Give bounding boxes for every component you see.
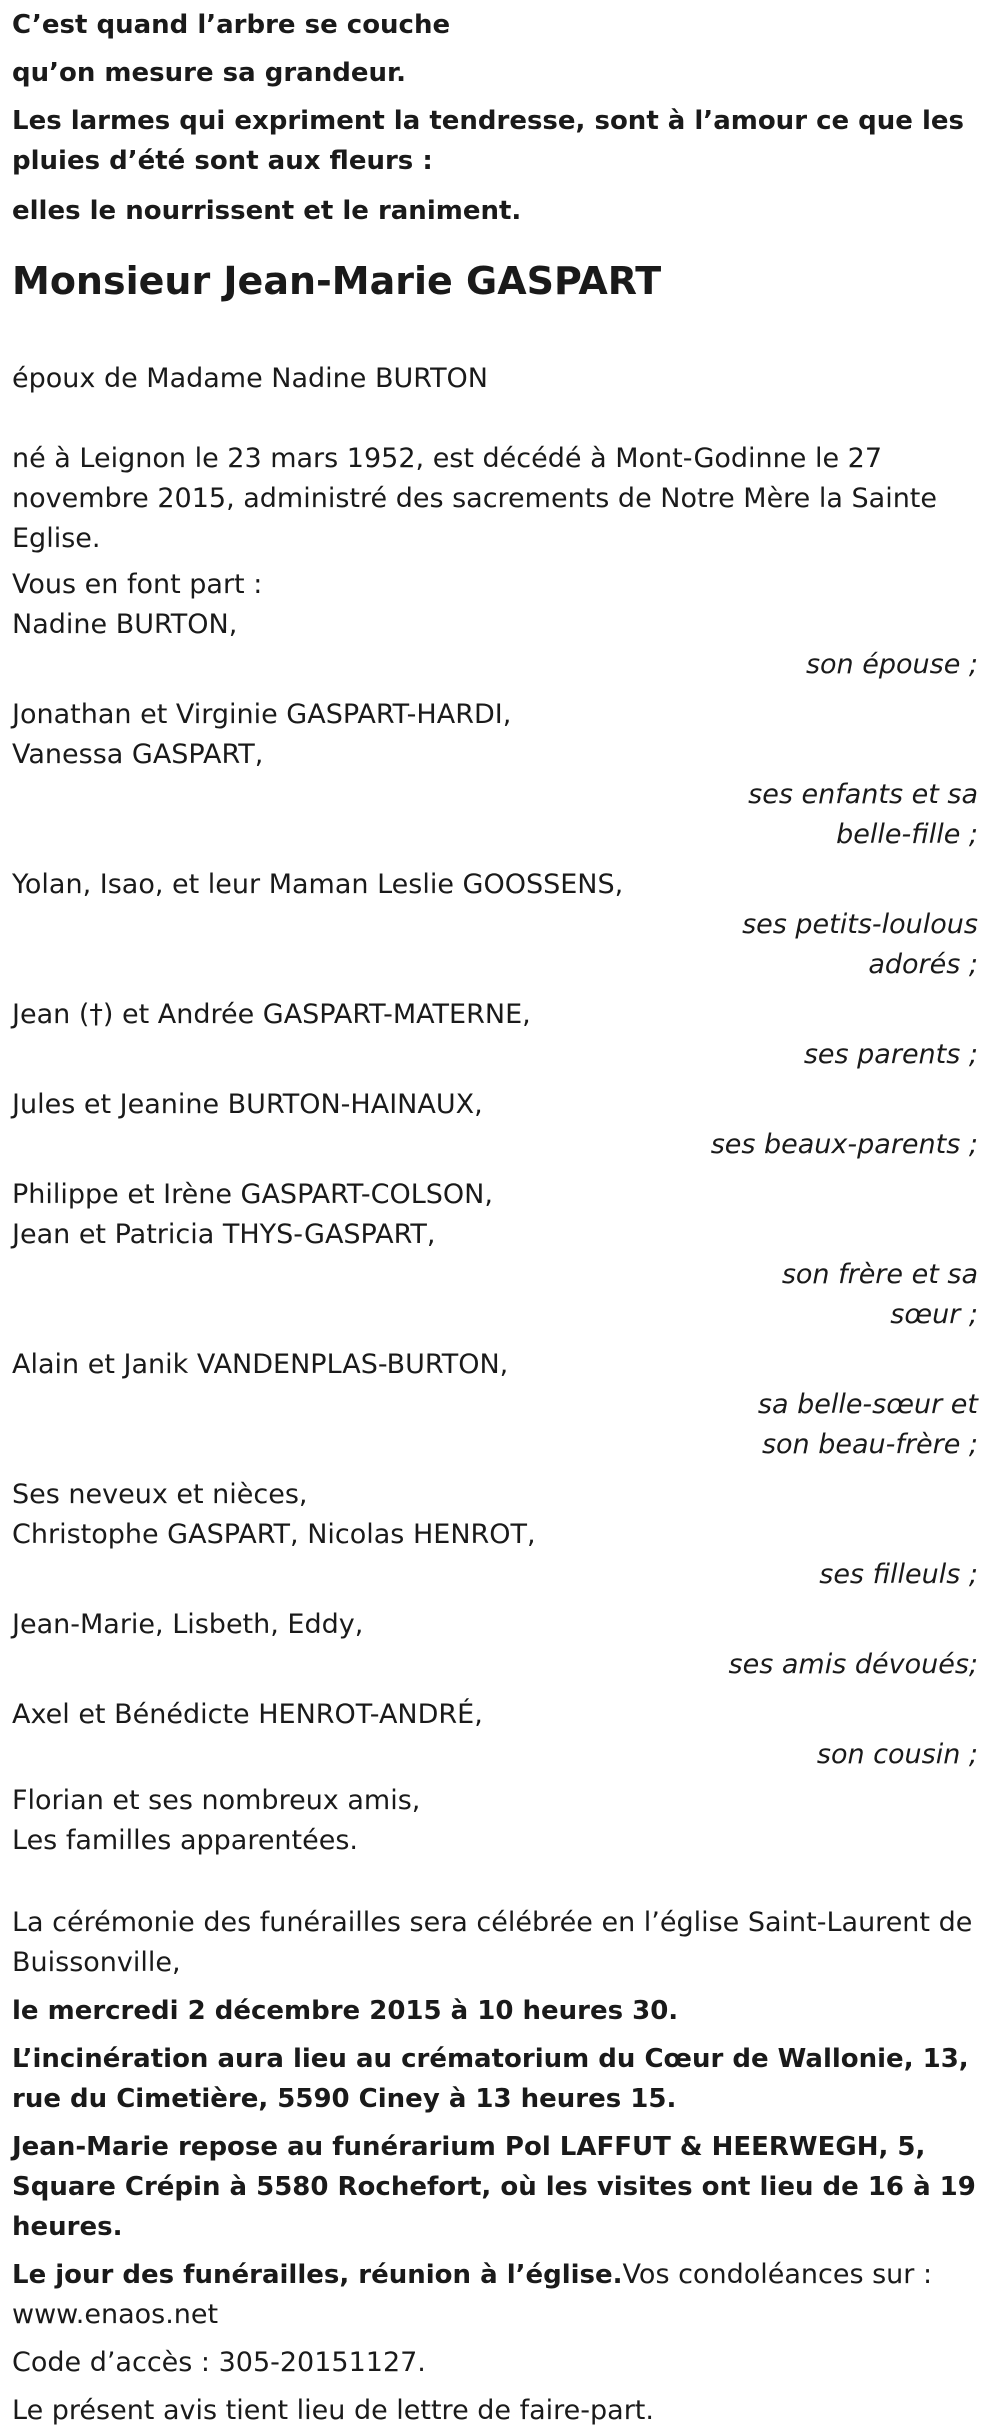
family-group (12, 1175, 988, 1335)
family-member-name: Jean-Marie, Lisbeth, Eddy, (12, 1609, 364, 1640)
family-group (12, 1085, 988, 1165)
relationship-label: belle-fille ; (836, 819, 978, 850)
deceased-name: Monsieur Jean-Marie GASPART (12, 259, 662, 303)
family-member-name: Alain et Janik VANDENPLAS-BURTON, (12, 1349, 509, 1380)
ceremony-text: La cérémonie des funérailles sera célébrée en l’église Saint-Laurent de Buissonville, (12, 1907, 973, 1978)
family-member-name: Jean (†) et Andrée GASPART-MATERNE, (12, 999, 531, 1030)
meeting-text: Le jour des funérailles, réunion à l’église. (12, 2260, 623, 2290)
family-group (12, 1475, 988, 1595)
family-group (12, 1605, 988, 1685)
relationship-label: ses parents ; (803, 1039, 978, 1070)
quote-line-1: C’est quand l’arbre se couche (12, 10, 451, 40)
cremation-text: L’incinération aura lieu au crématorium du Cœur de Wallonie, 13, rue du Cimetière, 5590 Ciney à 13 heures 15. (12, 2044, 969, 2114)
quote-line-3: Les larmes qui expriment la tendresse, sont à l’amour ce que les pluies d’été sont aux fleurs : (12, 106, 964, 176)
family-member-name: Jonathan et Virginie GASPART-HARDI, (12, 699, 512, 730)
announcement-intro: Vous en font part : (12, 569, 263, 600)
group-spacer (12, 1595, 988, 1605)
relationship-label: ses amis dévoués; (728, 1649, 978, 1680)
family-member-name: Jules et Jeanine BURTON-HAINAUX, (12, 1089, 483, 1120)
family-group (12, 605, 988, 685)
quote-line-4: elles le nourrissent et le raniment. (12, 196, 522, 226)
relationship-label: sœur ; (890, 1299, 978, 1330)
family-group (12, 695, 988, 855)
obituary-page (0, 5, 1000, 2431)
relationship-label: adorés ; (868, 949, 978, 980)
quote-line-2: qu’on mesure sa grandeur. (12, 58, 406, 88)
relationship-label: sa belle-sœur et (757, 1389, 978, 1420)
meeting-condolences (12, 2255, 988, 2335)
group-spacer (12, 685, 988, 695)
family-groups (12, 605, 988, 1775)
family-member-name: Jean et Patricia THYS-GASPART, (12, 1219, 436, 1250)
group-spacer (12, 985, 988, 995)
group-spacer (12, 1075, 988, 1085)
family-member-name: Nadine BURTON, (12, 609, 238, 640)
relationship-label: son frère et sa (781, 1259, 978, 1290)
ceremony-date: le mercredi 2 décembre 2015 à 10 heures 30. (12, 1996, 679, 2026)
relationship-label: ses enfants et sa (748, 779, 978, 810)
group-spacer (12, 1465, 988, 1475)
family-member-name: Ses neveux et nièces, (12, 1479, 308, 1510)
family-member-name: Christophe GASPART, Nicolas HENROT, (12, 1519, 536, 1550)
group-spacer (12, 855, 988, 865)
birth-death-text: né à Leignon le 23 mars 1952, est décédé à Mont-Godinne le 27 novembre 2015, administré des sacrements de Notre Mère la Sainte Eglise. (12, 443, 938, 554)
access-code: Code d’accès : 305-20151127. (12, 2347, 426, 2378)
group-spacer (12, 1335, 988, 1345)
family-group (12, 995, 988, 1075)
family-member-name: Vanessa GASPART, (12, 739, 264, 770)
family-group (12, 1695, 988, 1775)
family-group (12, 1345, 988, 1465)
relationship-label: son épouse ; (805, 649, 978, 680)
notice-text: Le présent avis tient lieu de lettre de faire-part. (12, 2395, 654, 2426)
group-spacer (12, 1165, 988, 1175)
funeral-home-text: Jean-Marie repose au funérarium Pol LAFFUT & HEERWEGH, 5, Square Crépin à 5580 Rochefort, où les visites ont lieu de 16 à 19 heures. (12, 2132, 976, 2242)
condolences-text: Vos condoléances sur : www.enaos.net (12, 2259, 933, 2330)
family-group (12, 865, 988, 985)
family-member-name: Yolan, Isao, et leur Maman Leslie GOOSSENS, (12, 869, 624, 900)
closing-lines (12, 1781, 988, 1861)
relationship-label: son cousin ; (816, 1739, 978, 1770)
spouse-line: époux de Madame Nadine BURTON (12, 363, 489, 394)
family-member-name: Philippe et Irène GASPART-COLSON, (12, 1179, 493, 1210)
relationship-label: son beau-frère ; (761, 1429, 978, 1460)
relationship-label: ses petits-loulous (742, 909, 978, 940)
family-member-name: Axel et Bénédicte HENROT-ANDRÉ, (12, 1699, 483, 1730)
relationship-label: ses beaux-parents ; (710, 1129, 978, 1160)
closing-line-2: Les familles apparentées. (12, 1825, 359, 1856)
group-spacer (12, 1685, 988, 1695)
closing-line-1: Florian et ses nombreux amis, (12, 1785, 421, 1816)
relationship-label: ses filleuls ; (819, 1559, 978, 1590)
